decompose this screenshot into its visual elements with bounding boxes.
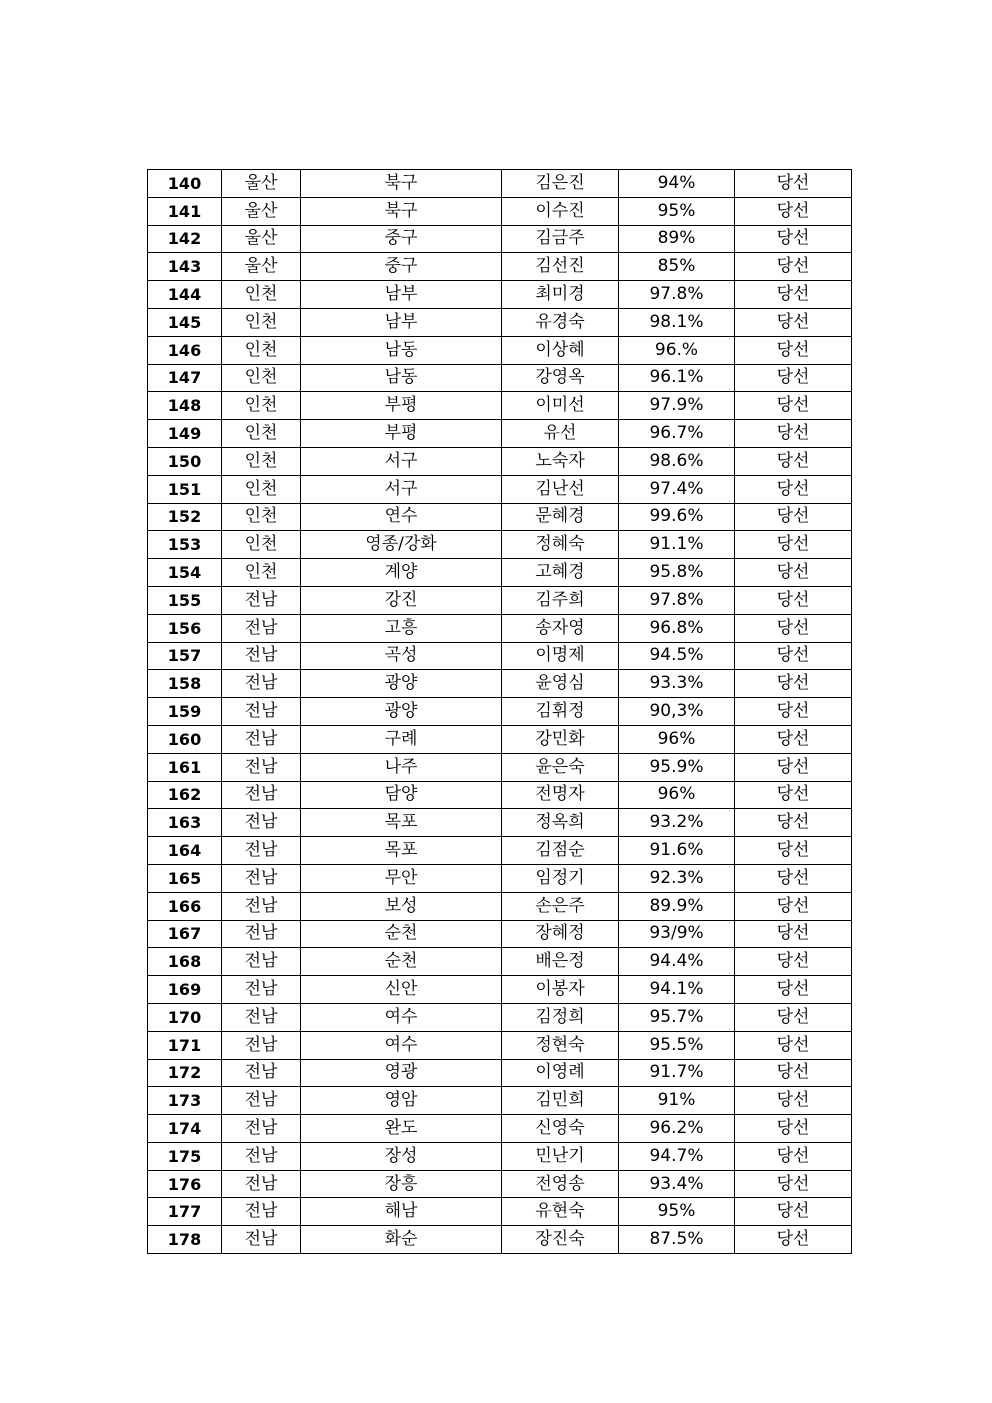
row-number: 142 xyxy=(148,225,222,253)
row-number: 163 xyxy=(148,809,222,837)
name-cell: 강영옥 xyxy=(502,364,619,392)
name-cell: 김선진 xyxy=(502,253,619,281)
name-cell: 이명제 xyxy=(502,642,619,670)
region-cell: 전남 xyxy=(222,1142,301,1170)
name-cell: 신영숙 xyxy=(502,1115,619,1143)
region-cell: 울산 xyxy=(222,197,301,225)
table-row xyxy=(148,225,852,253)
row-number: 147 xyxy=(148,364,222,392)
rate-cell: 96% xyxy=(619,725,735,753)
table-row xyxy=(148,698,852,726)
name-cell: 전영송 xyxy=(502,1170,619,1198)
row-number: 145 xyxy=(148,308,222,336)
row-number: 144 xyxy=(148,281,222,309)
row-number: 177 xyxy=(148,1198,222,1226)
district-cell: 여수 xyxy=(301,1031,502,1059)
district-cell: 여수 xyxy=(301,1003,502,1031)
row-number: 156 xyxy=(148,614,222,642)
name-cell: 문혜경 xyxy=(502,503,619,531)
region-cell: 전남 xyxy=(222,892,301,920)
table-row xyxy=(148,642,852,670)
result-cell: 당선 xyxy=(735,1170,852,1198)
region-cell: 전남 xyxy=(222,948,301,976)
row-number: 171 xyxy=(148,1031,222,1059)
region-cell: 전남 xyxy=(222,1115,301,1143)
result-cell: 당선 xyxy=(735,420,852,448)
table-row xyxy=(148,1170,852,1198)
region-cell: 전남 xyxy=(222,781,301,809)
table-row xyxy=(148,1198,852,1226)
table-row xyxy=(148,197,852,225)
name-cell: 정옥희 xyxy=(502,809,619,837)
table-row xyxy=(148,809,852,837)
rate-cell: 93.3% xyxy=(619,670,735,698)
table-row xyxy=(148,920,852,948)
region-cell: 전남 xyxy=(222,698,301,726)
result-cell: 당선 xyxy=(735,670,852,698)
district-cell: 영종/강화 xyxy=(301,531,502,559)
name-cell: 유선 xyxy=(502,420,619,448)
name-cell: 이상혜 xyxy=(502,336,619,364)
result-cell: 당선 xyxy=(735,531,852,559)
table-row xyxy=(148,531,852,559)
rate-cell: 93.2% xyxy=(619,809,735,837)
row-number: 161 xyxy=(148,753,222,781)
rate-cell: 96.2% xyxy=(619,1115,735,1143)
result-cell: 당선 xyxy=(735,642,852,670)
table-row xyxy=(148,420,852,448)
region-cell: 전남 xyxy=(222,1031,301,1059)
region-cell: 울산 xyxy=(222,225,301,253)
name-cell: 장혜정 xyxy=(502,920,619,948)
table-row xyxy=(148,781,852,809)
table-row xyxy=(148,1003,852,1031)
region-cell: 전남 xyxy=(222,1087,301,1115)
district-cell: 중구 xyxy=(301,253,502,281)
row-number: 164 xyxy=(148,837,222,865)
rate-cell: 92.3% xyxy=(619,864,735,892)
rate-cell: 96.7% xyxy=(619,420,735,448)
row-number: 160 xyxy=(148,725,222,753)
region-cell: 인천 xyxy=(222,281,301,309)
result-cell: 당선 xyxy=(735,1031,852,1059)
name-cell: 이영례 xyxy=(502,1059,619,1087)
region-cell: 전남 xyxy=(222,920,301,948)
rate-cell: 97.9% xyxy=(619,392,735,420)
name-cell: 윤영심 xyxy=(502,670,619,698)
district-cell: 북구 xyxy=(301,170,502,198)
table-row xyxy=(148,1142,852,1170)
row-number: 141 xyxy=(148,197,222,225)
rate-cell: 97.8% xyxy=(619,586,735,614)
result-cell: 당선 xyxy=(735,1059,852,1087)
district-cell: 목포 xyxy=(301,837,502,865)
result-cell: 당선 xyxy=(735,559,852,587)
name-cell: 이봉자 xyxy=(502,976,619,1004)
district-cell: 광양 xyxy=(301,698,502,726)
district-cell: 남부 xyxy=(301,308,502,336)
district-cell: 곡성 xyxy=(301,642,502,670)
region-cell: 전남 xyxy=(222,1226,301,1254)
table-row xyxy=(148,253,852,281)
name-cell: 배은정 xyxy=(502,948,619,976)
table-row xyxy=(148,837,852,865)
name-cell: 김금주 xyxy=(502,225,619,253)
name-cell: 정현숙 xyxy=(502,1031,619,1059)
region-cell: 인천 xyxy=(222,503,301,531)
district-cell: 계양 xyxy=(301,559,502,587)
region-cell: 전남 xyxy=(222,642,301,670)
name-cell: 김점순 xyxy=(502,837,619,865)
district-cell: 연수 xyxy=(301,503,502,531)
rate-cell: 96.% xyxy=(619,336,735,364)
rate-cell: 93/9% xyxy=(619,920,735,948)
region-cell: 전남 xyxy=(222,753,301,781)
table-row xyxy=(148,364,852,392)
table-row xyxy=(148,586,852,614)
region-cell: 인천 xyxy=(222,336,301,364)
region-cell: 전남 xyxy=(222,586,301,614)
result-cell: 당선 xyxy=(735,1115,852,1143)
row-number: 151 xyxy=(148,475,222,503)
region-cell: 전남 xyxy=(222,809,301,837)
result-cell: 당선 xyxy=(735,1087,852,1115)
rate-cell: 96.8% xyxy=(619,614,735,642)
row-number: 155 xyxy=(148,586,222,614)
region-cell: 인천 xyxy=(222,475,301,503)
district-cell: 구례 xyxy=(301,725,502,753)
row-number: 169 xyxy=(148,976,222,1004)
table-row xyxy=(148,976,852,1004)
result-cell: 당선 xyxy=(735,1226,852,1254)
district-cell: 서구 xyxy=(301,447,502,475)
name-cell: 김민희 xyxy=(502,1087,619,1115)
result-cell: 당선 xyxy=(735,503,852,531)
district-cell: 나주 xyxy=(301,753,502,781)
table-row xyxy=(148,753,852,781)
row-number: 153 xyxy=(148,531,222,559)
row-number: 170 xyxy=(148,1003,222,1031)
result-cell: 당선 xyxy=(735,809,852,837)
name-cell: 노숙자 xyxy=(502,447,619,475)
result-cell: 당선 xyxy=(735,920,852,948)
name-cell: 송자영 xyxy=(502,614,619,642)
result-cell: 당선 xyxy=(735,197,852,225)
district-cell: 남부 xyxy=(301,281,502,309)
rate-cell: 98.1% xyxy=(619,308,735,336)
rate-cell: 94.1% xyxy=(619,976,735,1004)
district-cell: 중구 xyxy=(301,225,502,253)
rate-cell: 94% xyxy=(619,170,735,198)
results-table xyxy=(147,169,852,1254)
region-cell: 인천 xyxy=(222,392,301,420)
rate-cell: 91.6% xyxy=(619,837,735,865)
rate-cell: 94.7% xyxy=(619,1142,735,1170)
rate-cell: 91.1% xyxy=(619,531,735,559)
district-cell: 부평 xyxy=(301,392,502,420)
region-cell: 울산 xyxy=(222,253,301,281)
result-cell: 당선 xyxy=(735,864,852,892)
district-cell: 장성 xyxy=(301,1142,502,1170)
result-cell: 당선 xyxy=(735,225,852,253)
district-cell: 무안 xyxy=(301,864,502,892)
result-cell: 당선 xyxy=(735,698,852,726)
name-cell: 김은진 xyxy=(502,170,619,198)
name-cell: 김주희 xyxy=(502,586,619,614)
result-cell: 당선 xyxy=(735,725,852,753)
result-cell: 당선 xyxy=(735,281,852,309)
region-cell: 인천 xyxy=(222,559,301,587)
rate-cell: 98.6% xyxy=(619,447,735,475)
row-number: 173 xyxy=(148,1087,222,1115)
region-cell: 울산 xyxy=(222,170,301,198)
name-cell: 김정희 xyxy=(502,1003,619,1031)
district-cell: 담양 xyxy=(301,781,502,809)
table-row xyxy=(148,475,852,503)
district-cell: 완도 xyxy=(301,1115,502,1143)
region-cell: 전남 xyxy=(222,837,301,865)
rate-cell: 95.9% xyxy=(619,753,735,781)
row-number: 174 xyxy=(148,1115,222,1143)
result-cell: 당선 xyxy=(735,170,852,198)
row-number: 158 xyxy=(148,670,222,698)
region-cell: 전남 xyxy=(222,1003,301,1031)
district-cell: 광양 xyxy=(301,670,502,698)
row-number: 172 xyxy=(148,1059,222,1087)
region-cell: 인천 xyxy=(222,420,301,448)
table-row xyxy=(148,336,852,364)
row-number: 152 xyxy=(148,503,222,531)
rate-cell: 89.9% xyxy=(619,892,735,920)
region-cell: 인천 xyxy=(222,364,301,392)
row-number: 167 xyxy=(148,920,222,948)
region-cell: 전남 xyxy=(222,670,301,698)
district-cell: 남동 xyxy=(301,364,502,392)
table-row xyxy=(148,392,852,420)
region-cell: 전남 xyxy=(222,1170,301,1198)
district-cell: 신안 xyxy=(301,976,502,1004)
name-cell: 고혜경 xyxy=(502,559,619,587)
table-row xyxy=(148,725,852,753)
table-row xyxy=(148,1226,852,1254)
table-row xyxy=(148,1031,852,1059)
table-row xyxy=(148,170,852,198)
district-cell: 순천 xyxy=(301,948,502,976)
result-cell: 당선 xyxy=(735,948,852,976)
name-cell: 정혜숙 xyxy=(502,531,619,559)
rate-cell: 97.4% xyxy=(619,475,735,503)
rate-cell: 97.8% xyxy=(619,281,735,309)
table-row xyxy=(148,1115,852,1143)
district-cell: 보성 xyxy=(301,892,502,920)
name-cell: 이수진 xyxy=(502,197,619,225)
rate-cell: 95% xyxy=(619,1198,735,1226)
row-number: 166 xyxy=(148,892,222,920)
name-cell: 김난선 xyxy=(502,475,619,503)
row-number: 148 xyxy=(148,392,222,420)
rate-cell: 96.1% xyxy=(619,364,735,392)
table-row xyxy=(148,281,852,309)
result-cell: 당선 xyxy=(735,392,852,420)
result-cell: 당선 xyxy=(735,364,852,392)
district-cell: 화순 xyxy=(301,1226,502,1254)
row-number: 149 xyxy=(148,420,222,448)
result-cell: 당선 xyxy=(735,1142,852,1170)
table-row xyxy=(148,447,852,475)
row-number: 175 xyxy=(148,1142,222,1170)
name-cell: 이미선 xyxy=(502,392,619,420)
rate-cell: 85% xyxy=(619,253,735,281)
region-cell: 인천 xyxy=(222,308,301,336)
result-cell: 당선 xyxy=(735,1003,852,1031)
result-cell: 당선 xyxy=(735,447,852,475)
district-cell: 강진 xyxy=(301,586,502,614)
row-number: 162 xyxy=(148,781,222,809)
name-cell: 최미경 xyxy=(502,281,619,309)
region-cell: 전남 xyxy=(222,976,301,1004)
district-cell: 부평 xyxy=(301,420,502,448)
result-cell: 당선 xyxy=(735,336,852,364)
row-number: 168 xyxy=(148,948,222,976)
result-cell: 당선 xyxy=(735,892,852,920)
region-cell: 전남 xyxy=(222,1198,301,1226)
row-number: 154 xyxy=(148,559,222,587)
rate-cell: 94.4% xyxy=(619,948,735,976)
table-row xyxy=(148,670,852,698)
result-cell: 당선 xyxy=(735,614,852,642)
rate-cell: 89% xyxy=(619,225,735,253)
table-row xyxy=(148,892,852,920)
rate-cell: 94.5% xyxy=(619,642,735,670)
region-cell: 전남 xyxy=(222,864,301,892)
row-number: 157 xyxy=(148,642,222,670)
name-cell: 임정기 xyxy=(502,864,619,892)
row-number: 150 xyxy=(148,447,222,475)
district-cell: 해남 xyxy=(301,1198,502,1226)
row-number: 140 xyxy=(148,170,222,198)
rate-cell: 95% xyxy=(619,197,735,225)
result-cell: 당선 xyxy=(735,837,852,865)
district-cell: 서구 xyxy=(301,475,502,503)
rate-cell: 91% xyxy=(619,1087,735,1115)
table-row xyxy=(148,503,852,531)
district-cell: 고흥 xyxy=(301,614,502,642)
name-cell: 전명자 xyxy=(502,781,619,809)
rate-cell: 93.4% xyxy=(619,1170,735,1198)
name-cell: 강민화 xyxy=(502,725,619,753)
rate-cell: 87.5% xyxy=(619,1226,735,1254)
rate-cell: 96% xyxy=(619,781,735,809)
region-cell: 전남 xyxy=(222,725,301,753)
name-cell: 윤은숙 xyxy=(502,753,619,781)
district-cell: 북구 xyxy=(301,197,502,225)
table-row xyxy=(148,1087,852,1115)
table-row xyxy=(148,948,852,976)
rate-cell: 95.8% xyxy=(619,559,735,587)
row-number: 178 xyxy=(148,1226,222,1254)
result-cell: 당선 xyxy=(735,253,852,281)
name-cell: 유현숙 xyxy=(502,1198,619,1226)
table-row xyxy=(148,614,852,642)
row-number: 176 xyxy=(148,1170,222,1198)
rate-cell: 91.7% xyxy=(619,1059,735,1087)
district-cell: 영광 xyxy=(301,1059,502,1087)
result-cell: 당선 xyxy=(735,586,852,614)
rate-cell: 95.5% xyxy=(619,1031,735,1059)
table-row xyxy=(148,559,852,587)
district-cell: 순천 xyxy=(301,920,502,948)
table-row xyxy=(148,864,852,892)
region-cell: 인천 xyxy=(222,531,301,559)
result-cell: 당선 xyxy=(735,781,852,809)
results-table-body xyxy=(148,170,852,1254)
district-cell: 남동 xyxy=(301,336,502,364)
result-cell: 당선 xyxy=(735,1198,852,1226)
row-number: 159 xyxy=(148,698,222,726)
name-cell: 장진숙 xyxy=(502,1226,619,1254)
region-cell: 전남 xyxy=(222,614,301,642)
district-cell: 장흥 xyxy=(301,1170,502,1198)
result-cell: 당선 xyxy=(735,475,852,503)
result-cell: 당선 xyxy=(735,308,852,336)
row-number: 165 xyxy=(148,864,222,892)
rate-cell: 99.6% xyxy=(619,503,735,531)
result-cell: 당선 xyxy=(735,753,852,781)
region-cell: 인천 xyxy=(222,447,301,475)
region-cell: 전남 xyxy=(222,1059,301,1087)
name-cell: 유경숙 xyxy=(502,308,619,336)
district-cell: 영암 xyxy=(301,1087,502,1115)
row-number: 143 xyxy=(148,253,222,281)
district-cell: 목포 xyxy=(301,809,502,837)
table-row xyxy=(148,1059,852,1087)
name-cell: 손은주 xyxy=(502,892,619,920)
row-number: 146 xyxy=(148,336,222,364)
name-cell: 김휘정 xyxy=(502,698,619,726)
result-cell: 당선 xyxy=(735,976,852,1004)
table-row xyxy=(148,308,852,336)
rate-cell: 90,3% xyxy=(619,698,735,726)
name-cell: 민난기 xyxy=(502,1142,619,1170)
rate-cell: 95.7% xyxy=(619,1003,735,1031)
